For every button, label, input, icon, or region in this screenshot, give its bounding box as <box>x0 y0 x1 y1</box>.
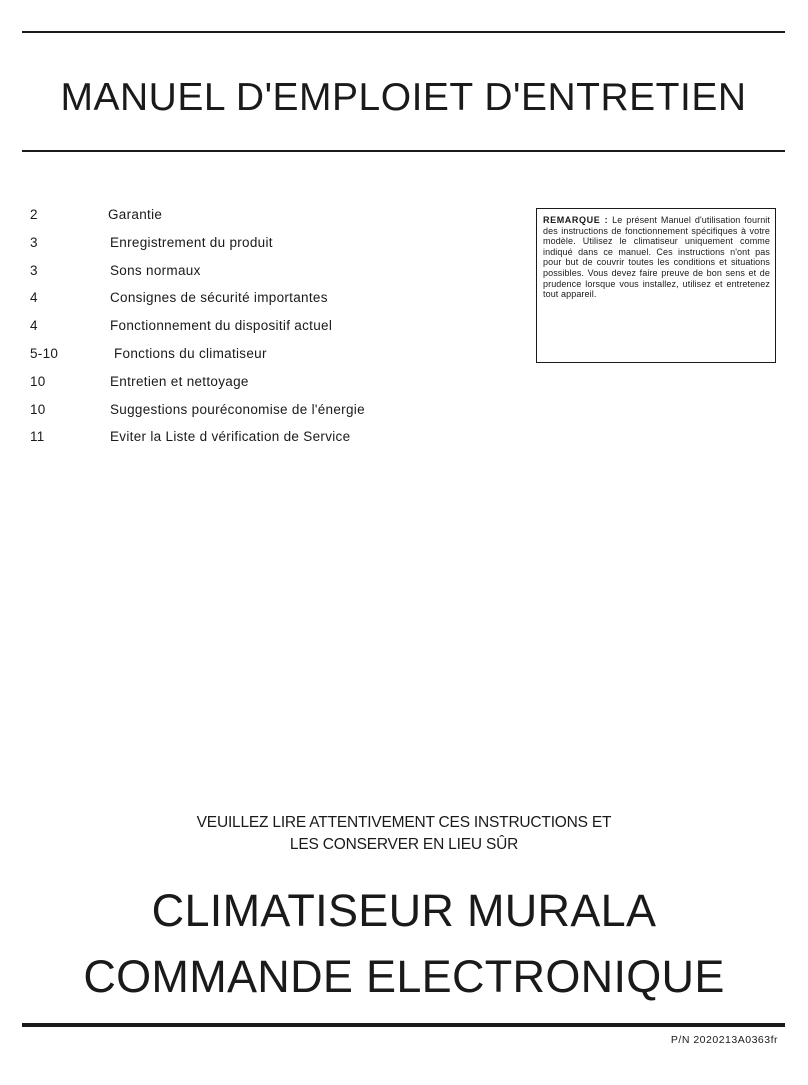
toc-item <box>30 288 500 316</box>
toc-item <box>30 233 500 261</box>
manual-title: MANUEL D'EMPLOIET D'ENTRETIEN <box>60 76 747 119</box>
toc-item <box>30 400 500 428</box>
part-number: P/N 2020213A0363fr <box>670 1034 778 1046</box>
toc-entry-label: Sons normaux <box>110 262 201 278</box>
toc-page-number: 3 <box>30 234 38 250</box>
top-rule <box>22 31 785 33</box>
remark-body: Le présent Manuel d'utilisation fournit des instructions de fonctionnement spécifiques à votre modèle. Utilisez le climatiseur uniquement comme indiqué dans ce manuel. Ces instructions n'ont pas pour but de couvrir toutes les conditions et situations possibles. Vous devez faire preuve de bon sens et de prudence lorsque vous installez, utilisez et entretenez tout appareil. <box>543 215 770 300</box>
toc-entry-label: Fonctionnement du dispositif actuel <box>110 318 333 334</box>
toc-page-number: 10 <box>30 373 46 389</box>
toc-entry-label: Fonctions du climatiseur <box>114 345 267 361</box>
toc-page-number: 11 <box>30 429 45 445</box>
title-rule <box>22 150 785 152</box>
notice-line-2: LES CONSERVER EN LIEU SÛR <box>289 836 519 853</box>
toc-page-number: 2 <box>30 207 38 222</box>
toc-page-number: 4 <box>30 318 38 334</box>
toc-page-number: 10 <box>30 401 46 417</box>
toc-item <box>30 372 500 400</box>
toc-item <box>30 261 500 289</box>
toc-entry-label: Consignes de sécurité importantes <box>110 290 328 306</box>
product-title-line-2: COMMANDE ELECTRONIQUE <box>83 951 725 1002</box>
toc-entry-label: Garantie <box>108 207 163 222</box>
toc-page-number: 3 <box>30 262 38 278</box>
toc-entry-label: Enregistrement du produit <box>110 234 273 250</box>
toc-page-number: 5-10 <box>30 345 59 361</box>
read-instructions-notice <box>0 812 808 856</box>
table-of-contents <box>30 205 500 455</box>
toc-item <box>30 316 500 344</box>
notice-line-1: VEUILLEZ LIRE ATTENTIVEMENT CES INSTRUCTIONS ET <box>196 814 612 831</box>
remark-box <box>536 208 776 363</box>
remark-heading: REMARQUE : <box>543 215 609 225</box>
toc-entry-label: Suggestions pouréconomise de l'énergie <box>110 401 365 417</box>
bottom-rule <box>22 1023 785 1027</box>
toc-item <box>30 344 500 372</box>
product-title <box>0 878 808 1010</box>
toc-entry-label: Entretien et nettoyage <box>110 373 249 389</box>
toc-entry-label: Eviter la Liste d vérification de Service <box>110 429 351 445</box>
toc-item <box>30 205 500 233</box>
toc-page-number: 4 <box>30 290 38 306</box>
product-title-line-1: CLIMATISEUR MURALA <box>151 885 657 936</box>
toc-item <box>30 427 500 455</box>
